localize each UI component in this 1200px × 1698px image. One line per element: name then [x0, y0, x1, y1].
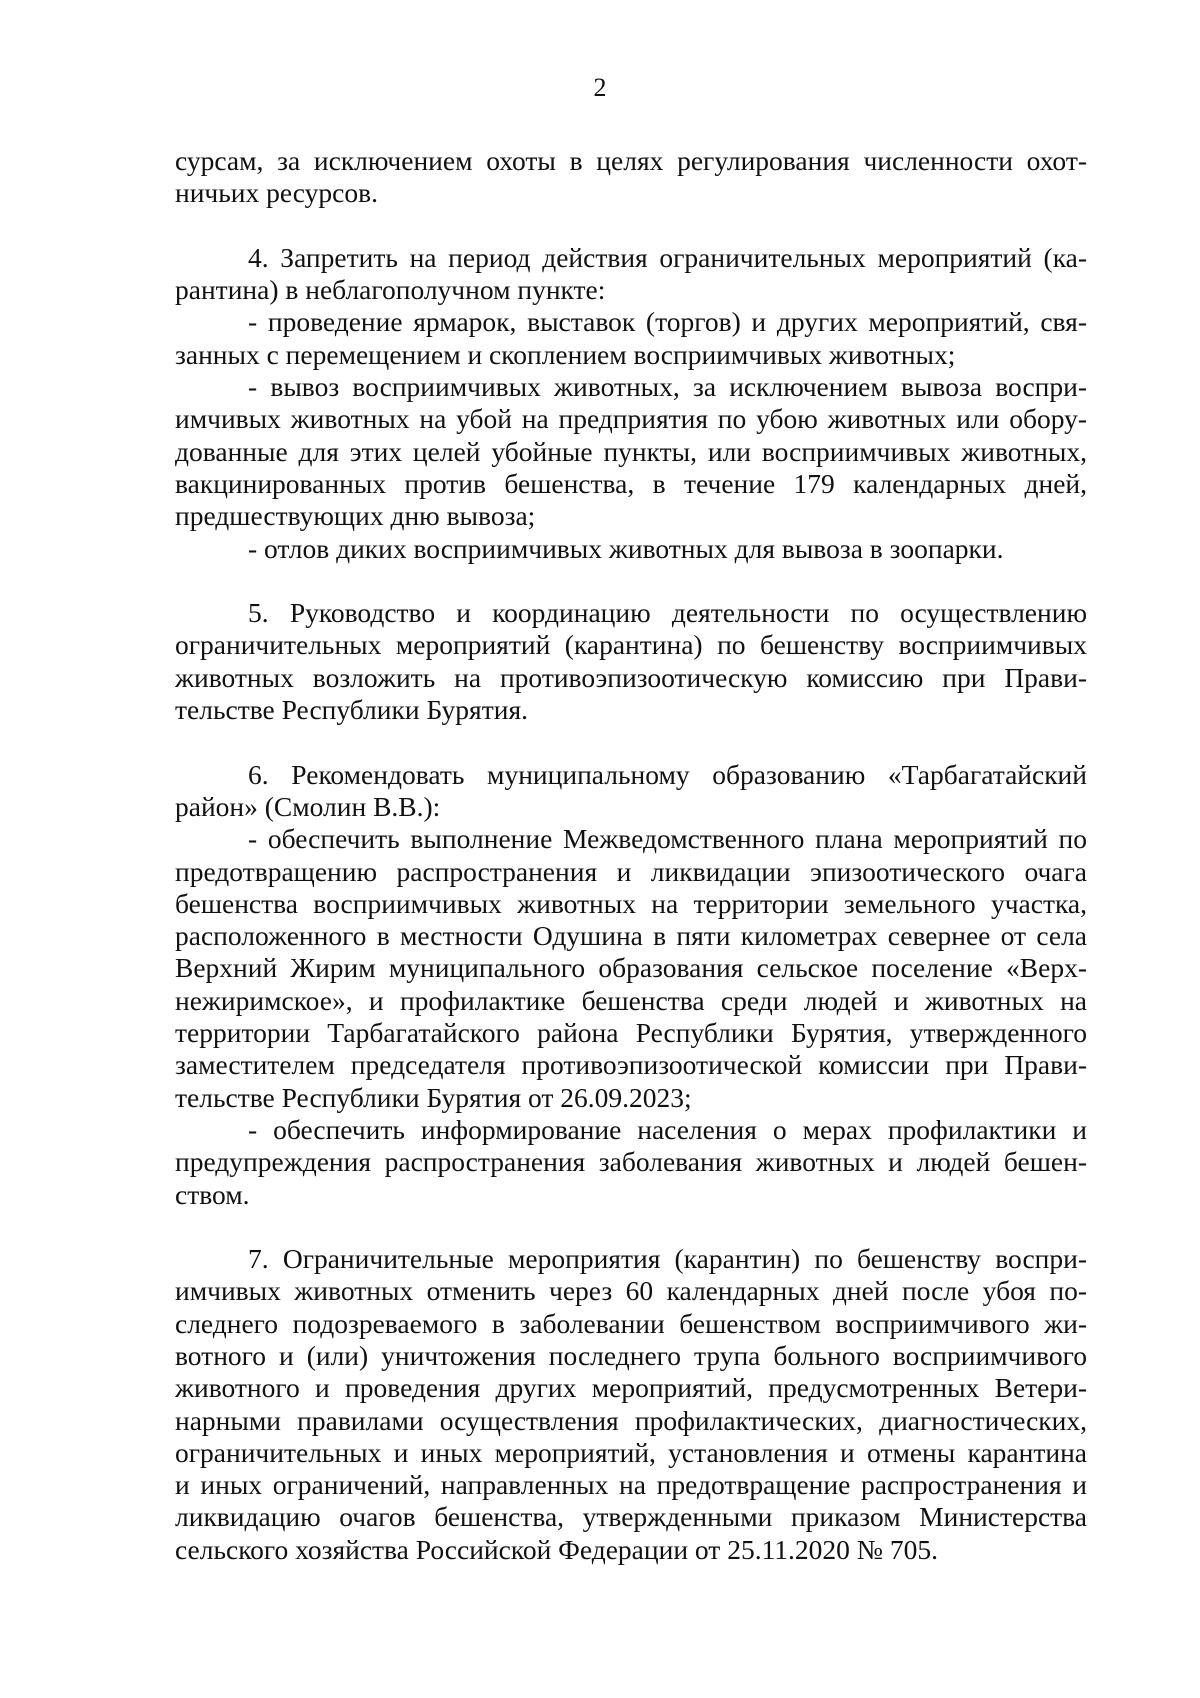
text-line: рантина) в неблагополучном пункте: [175, 274, 606, 306]
paragraph-continuation [175, 145, 1087, 210]
sub-item-export [175, 371, 1087, 532]
text-line: следнего подозреваемого в заболевании бешенством восприимчивого жи- [175, 1307, 1087, 1339]
text-line: - проведение ярмарок, выставок (торгов) и других мероприятий, свя- [248, 306, 1087, 338]
text-line: нежиримское», и профилактике бешенства среди людей и животных на [175, 984, 1087, 1016]
text-line: тельстве Республики Бурятия. [175, 694, 528, 726]
text-line: вотного и (или) уничтожения последнего трупа больного восприимчивого [175, 1339, 1087, 1371]
text-line: сурсам, за исключением охоты в целях регулирования численности охот- [175, 145, 1087, 176]
text-line: - обеспечить информирование населения о мерах профилактики и [248, 1113, 1087, 1145]
text-line: - вывоз восприимчивых животных, за исключением вывоза воспри- [248, 371, 1087, 403]
text-line: занных с перемещением и скоплением восприимчивых животных; [175, 338, 956, 370]
paragraph-item-4 [175, 242, 1087, 307]
sub-item-capture [175, 533, 1087, 565]
text-line: район» (Смолин В.В.): [175, 790, 441, 822]
text-line: ством. [175, 1178, 250, 1210]
text-line: животных возложить на противоэпизоотическую комиссию при Прави- [175, 661, 1087, 693]
text-line: - отлов диких восприимчивых животных для вывоза в зоопарки. [248, 532, 1004, 564]
text-line: тельстве Республики Бурятия от 26.09.2023; [175, 1081, 692, 1113]
text-line: 6. Рекомендовать муниципальному образованию «Тарбагатайский [248, 758, 1087, 790]
sub-item-fairs [175, 306, 1087, 371]
text-line: 5. Руководство и координацию деятельности по осуществлению [248, 597, 1087, 629]
text-line: сельского хозяйства Российской Федерации от 25.11.2020 № 705. [175, 1533, 939, 1565]
text-line: 4. Запретить на период действия ограничительных мероприятий (ка- [248, 241, 1087, 273]
text-line: нарными правилами осуществления профилактических, диагностических, [175, 1404, 1087, 1436]
text-line: предупреждения распространения заболевания животных и людей бешен- [175, 1146, 1087, 1178]
text-line: животного и проведения других мероприятий, предусмотренных Ветери- [175, 1372, 1087, 1404]
page-number: 2 [593, 73, 607, 102]
text-line: предшествующих дню вывоза; [175, 500, 536, 532]
text-line: заместителем председателя противоэпизоотической комиссии при Прави- [175, 1049, 1087, 1081]
document-body [175, 145, 1087, 1566]
text-line: предотвращению распространения и ликвидации эпизоотического очага [175, 855, 1087, 887]
text-line: ограничительных и иных мероприятий, установления и отмены карантина [175, 1436, 1087, 1468]
text-line: вакцинированных против бешенства, в течение 179 календарных дней, [175, 467, 1087, 499]
text-line: имчивых животных на убой на предприятия по убою животных или обору- [175, 403, 1087, 435]
text-line: - обеспечить выполнение Межведомственного плана мероприятий по [248, 823, 1087, 855]
text-line: ничьих ресурсов. [175, 177, 378, 209]
text-line: имчивых животных отменить через 60 календарных дней после убоя по- [175, 1275, 1087, 1307]
text-line: ограничительных мероприятий (карантина) по бешенству восприимчивых [175, 629, 1087, 661]
paragraph-item-5 [175, 597, 1087, 726]
text-line: ликвидацию очагов бешенства, утвержденными приказом Министерства [175, 1501, 1087, 1533]
sub-item-plan [175, 823, 1087, 1114]
text-line: Верхний Жирим муниципального образования сельское поселение «Верх- [175, 952, 1087, 984]
text-line: территории Тарбагатайского района Республики Бурятия, утвержденного [175, 1017, 1087, 1049]
text-line: бешенства восприимчивых животных на территории земельного участка, [175, 887, 1087, 919]
text-line: дованные для этих целей убойные пункты, или восприимчивых животных, [175, 435, 1087, 467]
text-line: 7. Ограничительные мероприятия (карантин) по бешенству воспри- [248, 1243, 1087, 1275]
text-line: и иных ограничений, направленных на предотвращение распространения и [175, 1469, 1087, 1501]
sub-item-inform [175, 1114, 1087, 1211]
paragraph-item-7 [175, 1243, 1087, 1566]
text-line: расположенного в местности Одушина в пяти километрах севернее от села [175, 920, 1087, 952]
paragraph-item-6 [175, 759, 1087, 824]
